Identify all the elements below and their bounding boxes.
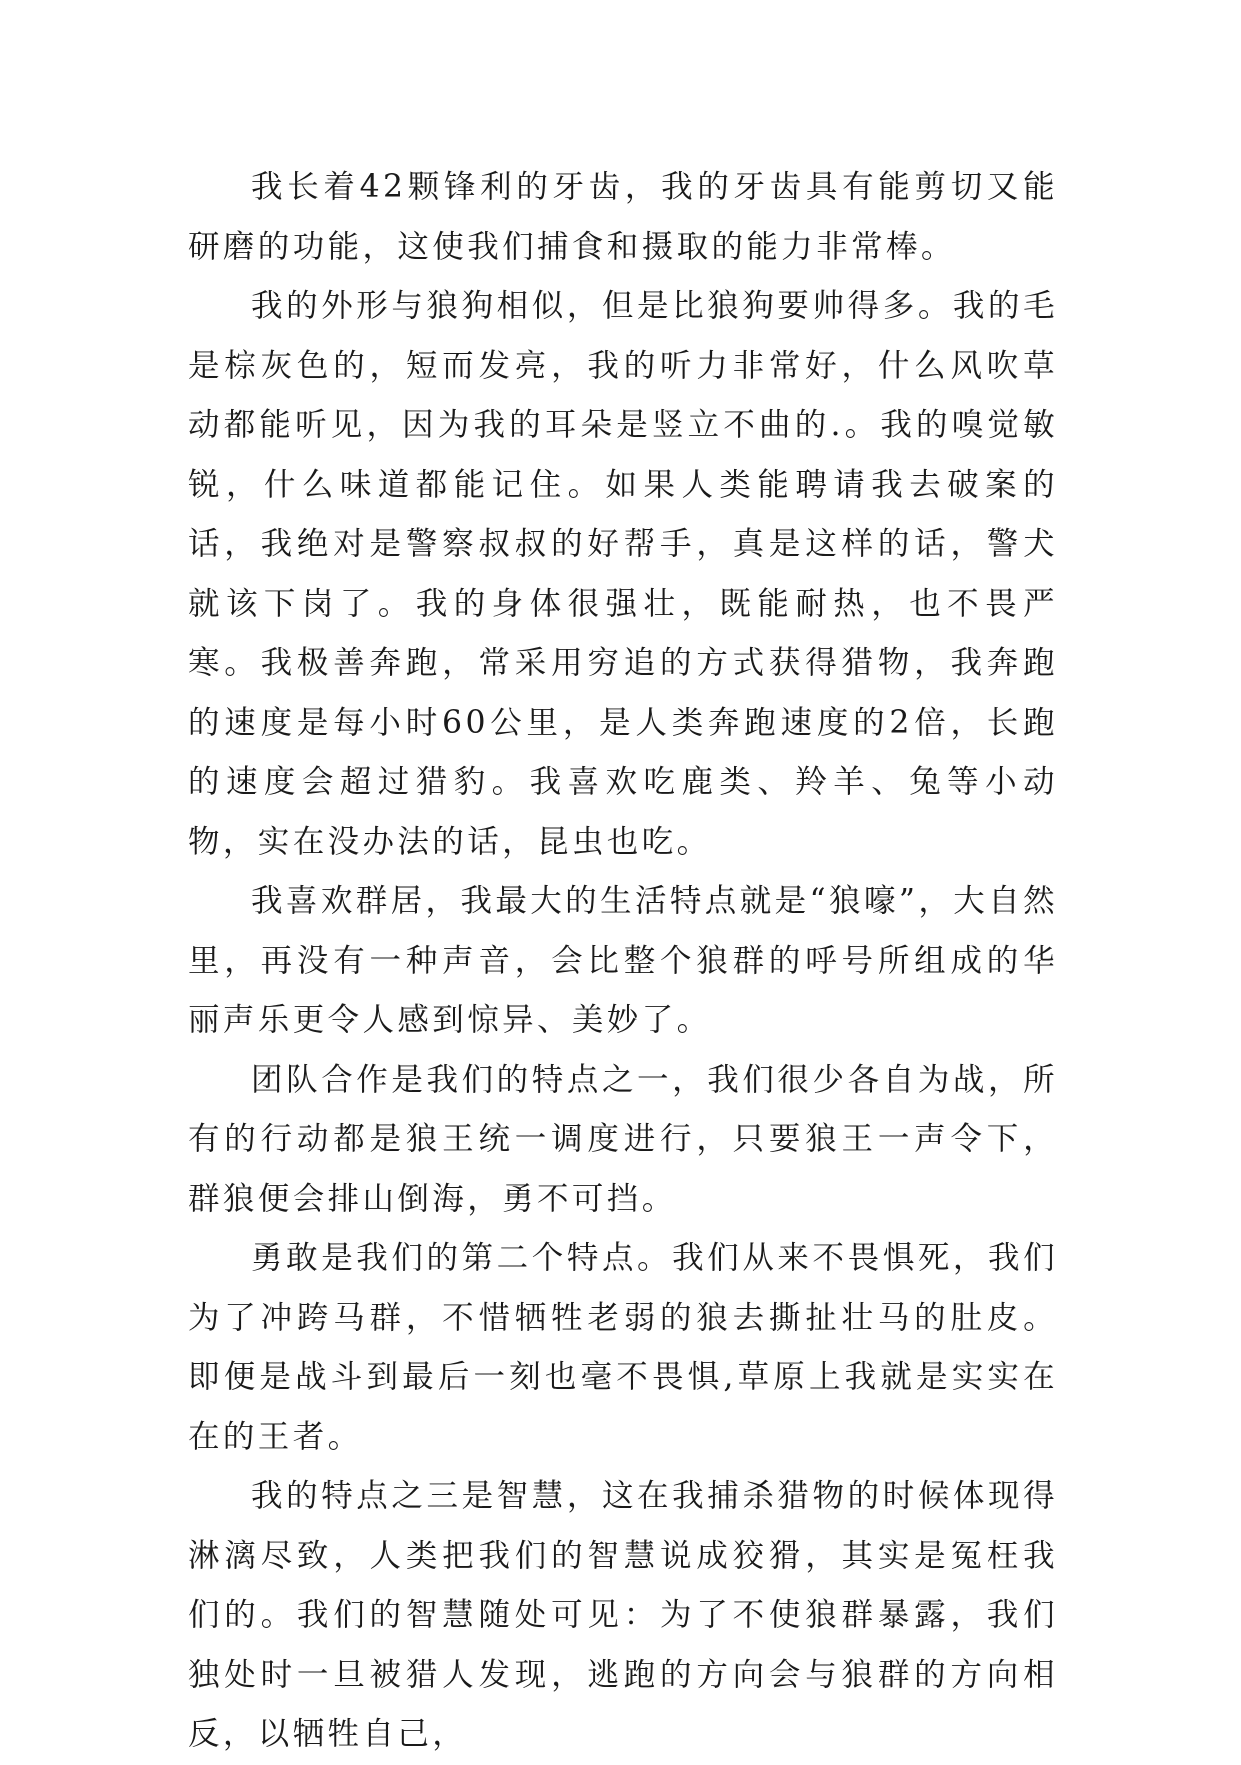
paragraph-teeth: 我长着42颗锋利的牙齿，我的牙齿具有能剪切又能研磨的功能，这使我们捕食和摄取的能力非常棒。 (188, 169, 1058, 265)
paragraph-teamwork: 团队合作是我们的特点之一，我们很少各自为战，所有的行动都是狼王统一调度进行，只要狼王一声令下，群狼便会排山倒海，勇不可挡。 (188, 1061, 1058, 1217)
paragraph-bravery: 勇敢是我们的第二个特点。我们从来不畏惧死，我们为了冲跨马群，不惜牺牲老弱的狼去撕扯壮马的肚皮。即便是战斗到最后一刻也毫不畏惧,草原上我就是实实在在的王者。 (188, 1240, 1058, 1455)
paragraph-wisdom: 我的特点之三是智慧，这在我捕杀猎物的时候体现得淋漓尽致，人类把我们的智慧说成狡猾，其实是冤枉我们的。我们的智慧随处可见：为了不使狼群暴露，我们独处时一旦被猎人发现，逃跑的方向会与狼群的方向相反，以牺牲自己， (188, 1478, 1058, 1752)
paragraph-appearance: 我的外形与狼狗相似，但是比狼狗要帅得多。我的毛是棕灰色的，短而发亮，我的听力非常好，什么风吹草动都能听见，因为我的耳朵是竖立不曲的.。我的嗅觉敏锐，什么味道都能记住。如果人类能聘请我去破案的话，我绝对是警察叔叔的好帮手，真是这样的话，警犬就该下岗了。我的身体很强壮，既能耐热，也不畏严寒。我极善奔跑，常采用穷追的方式获得猎物，我奔跑的速度是每小时60公里，是人类奔跑速度的2倍，长跑的速度会超过猎豹。我喜欢吃鹿类、羚羊、兔等小动物，实在没办法的话，昆虫也吃。 (188, 288, 1058, 860)
paragraph-pack-life: 我喜欢群居，我最大的生活特点就是“狼嚎”，大自然里，再没有一种声音，会比整个狼群的呼号所组成的华丽声乐更令人感到惊异、美妙了。 (188, 883, 1058, 1038)
article-body (188, 158, 1058, 1765)
